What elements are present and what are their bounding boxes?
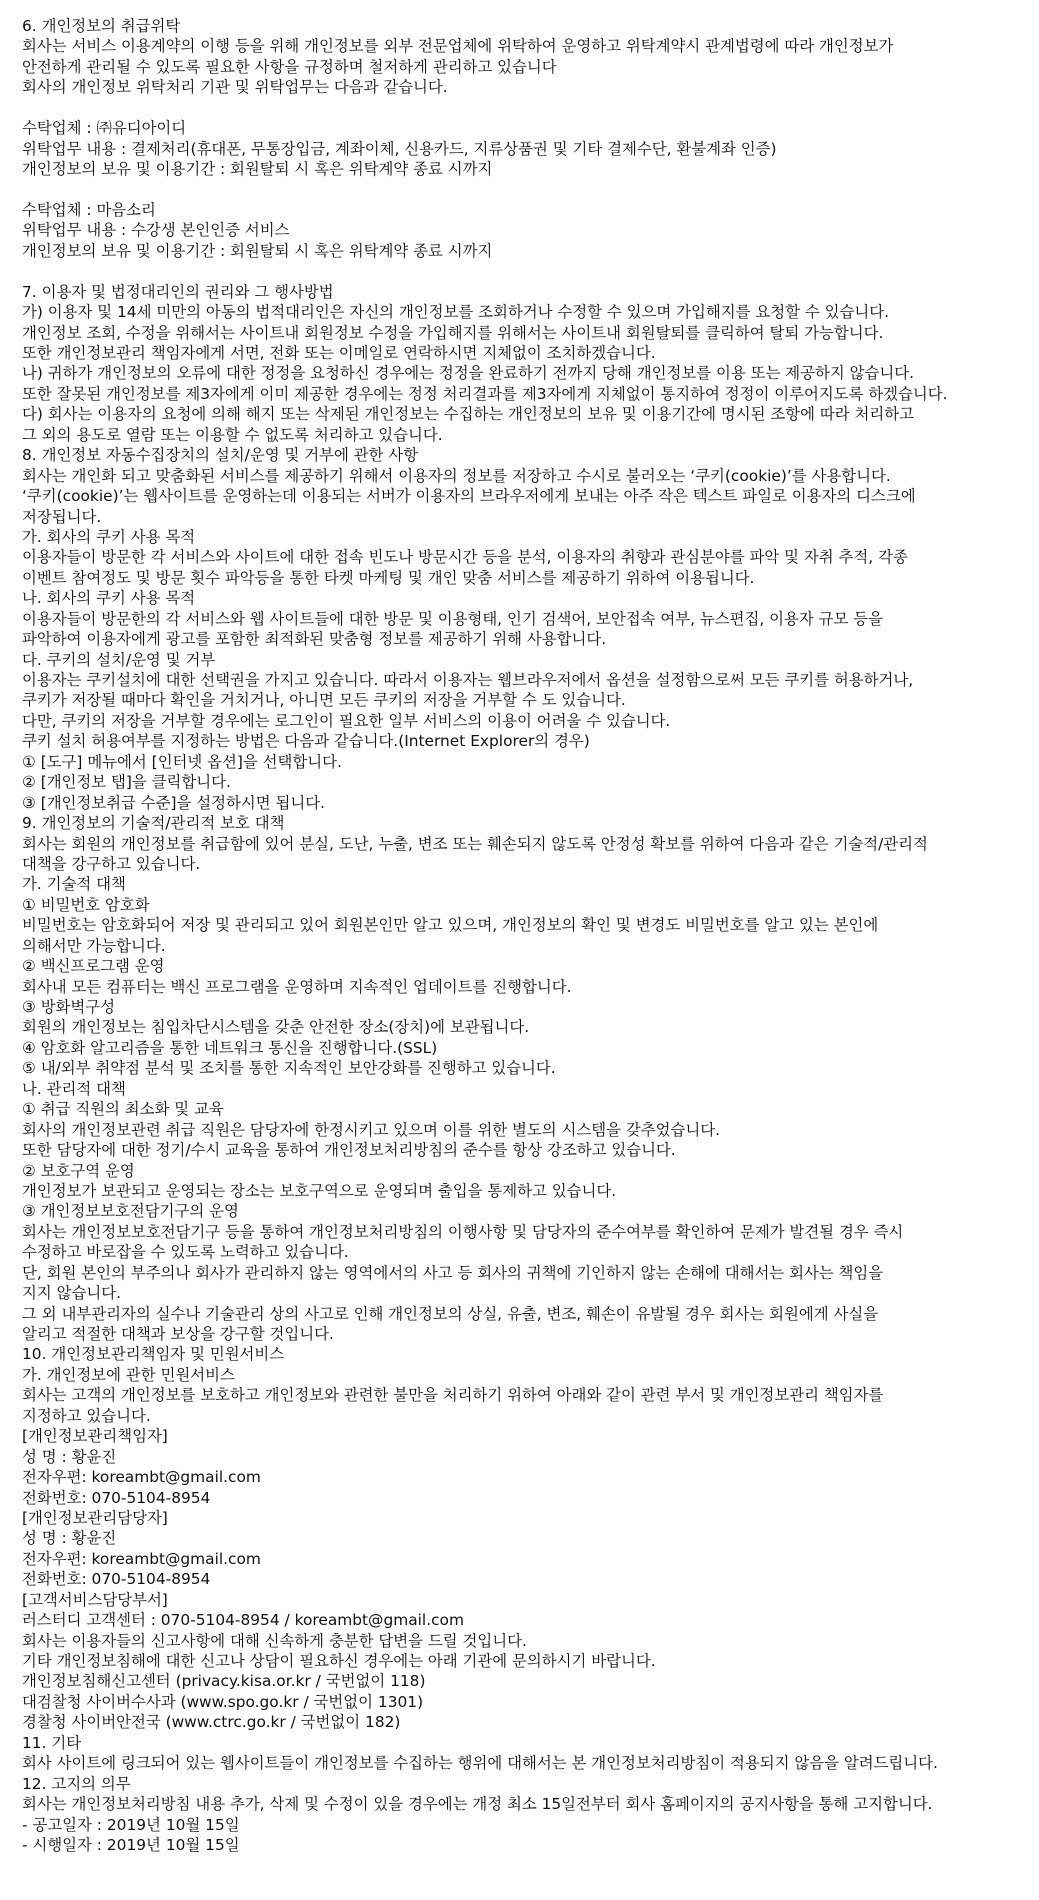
text-line: 6. 개인정보의 취급위탁 (22, 17, 181, 35)
text-line: 저장됩니다. (22, 507, 102, 526)
text-line: 개인정보가 보관되고 운영되는 장소는 보호구역으로 운영되며 출입을 통제하고 있습니다. (22, 1181, 617, 1200)
text-line: 11. 기타 (22, 1733, 82, 1752)
text-line: 그 외의 용도로 열람 또는 이용할 수 없도록 처리하고 있습니다. (22, 425, 443, 444)
text-line: [고객서비스담당부서] (22, 1590, 168, 1609)
text-line: 또한 잘못된 개인정보를 제3자에게 이미 제공한 경우에는 정정 처리결과를 제3자에게 지체없이 통지하여 정정이 이루어지도록 하겠습니다. (22, 384, 948, 403)
text-line: 러스터디 고객센터 : 070-5104-8954 / koreambt@gmail.com (22, 1611, 464, 1630)
text-line: [개인정보관리담당자] (22, 1508, 168, 1527)
text-line: 그 외 내부관리자의 실수나 기술관리 상의 사고로 인해 개인정보의 상실, 유출, 변조, 훼손이 유발될 경우 회사는 회원에게 사실을 (22, 1304, 879, 1323)
text-line: 다) 회사는 이용자의 요청에 의해 해지 또는 삭제된 개인정보는 수집하는 개인정보의 보유 및 이용기간에 명시된 조항에 따라 처리하고 (22, 405, 915, 424)
text-line: ② 백신프로그램 운영 (22, 957, 165, 976)
text-line: 다만, 쿠키의 저장을 거부할 경우에는 로그인이 필요한 일부 서비스의 이용이 어려울 수 있습니다. (22, 711, 671, 730)
text-line: 나. 회사의 쿠키 사용 목적 (22, 589, 196, 608)
text-line: 개인정보의 보유 및 이용기간 : 회원탈퇴 시 혹은 위탁계약 종료 시까지 (22, 241, 493, 260)
text-line: 회사의 개인정보관련 취급 직원은 담당자에 한정시키고 있으며 이를 위한 별도의 시스템을 갖추었습니다. (22, 1120, 721, 1139)
privacy-policy-document (22, 16, 1027, 1855)
text-line: 지정하고 있습니다. (22, 1406, 151, 1425)
text-line: 나) 귀하가 개인정보의 오류에 대한 정정을 요청하신 경우에는 정정을 완료하기 전까지 당해 개인정보를 이용 또는 제공하지 않습니다. (22, 364, 915, 383)
text-line: 단, 회원 본인의 부주의나 회사가 관리하지 않는 영역에서의 사고 등 회사의 귀책에 기인하지 않는 손해에 대해서는 회사는 책임을 (22, 1263, 884, 1282)
text-line: 회원의 개인정보는 침입차단시스템을 갖춘 안전한 장소(장치)에 보관됩니다. (22, 1018, 530, 1037)
text-line: 7. 이용자 및 법정대리인의 권리와 그 행사방법 (22, 282, 334, 301)
text-line: 나. 관리적 대책 (22, 1079, 126, 1098)
text-line: 회사는 개인화 되고 맞춤화된 서비스를 제공하기 위해서 이용자의 정보를 저장하고 수시로 불러오는 ‘쿠키(cookie)’를 사용합니다. (22, 466, 891, 485)
text-line: 경찰청 사이버안전국 (www.ctrc.go.kr / 국번없이 182) (22, 1713, 401, 1732)
text-line: 위탁업무 내용 : 결제처리(휴대폰, 무통장입금, 계좌이체, 신용카드, 지류상품권 및 기타 결제수단, 환불계좌 인증) (22, 139, 777, 158)
text-line: 회사는 고객의 개인정보를 보호하고 개인정보와 관련한 불만을 처리하기 위하여 아래와 같이 관련 부서 및 개인정보관리 책임자를 (22, 1386, 884, 1405)
text-line: 회사 사이트에 링크되어 있는 웹사이트들이 개인정보를 수집하는 행위에 대해서는 본 개인정보처리방침이 적용되지 않음을 알려드립니다. (22, 1754, 938, 1773)
text-line: ② [개인정보 탭]을 클릭합니다. (22, 773, 231, 792)
text-line: 성 명 : 황윤진 (22, 1529, 117, 1548)
text-line: 쿠키 설치 허용여부를 지정하는 방법은 다음과 같습니다.(Internet Explorer의 경우) (22, 732, 590, 751)
text-line: 알리고 적절한 대책과 보상을 강구할 것입니다. (22, 1325, 334, 1343)
text-line: 회사의 개인정보 위탁처리 기관 및 위탁업무는 다음과 같습니다. (22, 78, 448, 97)
text-line: ① [도구] 메뉴에서 [인터넷 옵션]을 선택합니다. (22, 752, 342, 771)
text-line: 8. 개인정보 자동수집장치의 설치/운영 및 거부에 관한 사항 (22, 446, 419, 465)
text-line: 기타 개인정보침해에 대한 신고나 상담이 필요하신 경우에는 아래 기관에 문의하시기 바랍니다. (22, 1652, 656, 1670)
text-line: 대검찰청 사이버수사과 (www.spo.go.kr / 국번없이 1301) (22, 1692, 424, 1711)
text-line: 수탁업체 : ㈜유디아이디 (22, 119, 187, 138)
text-line: 안전하게 관리될 수 있도록 필요한 사항을 규정하며 철저하게 관리하고 있습니다 (22, 57, 557, 76)
text-line: 수탁업체 : 마음소리 (22, 200, 156, 219)
text-line: ③ 방화벽구성 (22, 998, 116, 1016)
text-line: 가. 기술적 대책 (22, 875, 126, 894)
text-line: ③ [개인정보취급 수준]을 설정하시면 됩니다. (22, 793, 326, 812)
text-line: 지지 않습니다. (22, 1284, 121, 1303)
text-line: 전자우편: koreambt@gmail.com (22, 1468, 261, 1487)
text-line: 개인정보의 보유 및 이용기간 : 회원탈퇴 시 혹은 위탁계약 종료 시까지 (22, 160, 493, 179)
text-line: ① 취급 직원의 최소화 및 교육 (22, 1100, 224, 1119)
text-line: 9. 개인정보의 기술적/관리적 보호 대책 (22, 814, 285, 833)
text-line: 회사는 서비스 이용계약의 이행 등을 위해 개인정보를 외부 전문업체에 위탁하여 운영하고 위탁계약시 관계법령에 따라 개인정보가 (22, 37, 894, 56)
text-line: ② 보호구역 운영 (22, 1161, 135, 1180)
text-line: 이용자들이 방문한 각 서비스와 사이트에 대한 접속 빈도나 방문시간 등을 분석, 이용자의 취향과 관심분야를 파악 및 자취 추적, 각종 (22, 548, 908, 567)
text-line: 비밀번호는 암호화되어 저장 및 관리되고 있어 회원본인만 알고 있으며, 개인정보의 확인 및 변경도 비밀번호를 알고 있는 본인에 (22, 916, 879, 935)
blank-line (22, 180, 1027, 200)
text-line: 회사는 회원의 개인정보를 취급함에 있어 분실, 도난, 누출, 변조 또는 훼손되지 않도록 안정성 확보를 위하여 다음과 같은 기술적/관리적 (22, 834, 928, 853)
text-line: - 시행일자 : 2019년 10월 15일 (22, 1835, 240, 1854)
text-line: 파악하여 이용자에게 광고를 포함한 최적화된 맞춤형 정보를 제공하기 위해 사용합니다. (22, 630, 607, 649)
text-line: 가. 개인정보에 관한 민원서비스 (22, 1365, 235, 1384)
text-line: 대책을 강구하고 있습니다. (22, 854, 201, 873)
text-line: 전자우편: koreambt@gmail.com (22, 1549, 261, 1568)
text-line: 개인정보 조회, 수정을 위해서는 사이트내 회원정보 수정을 가입해지를 위해서는 사이트내 회원탈퇴를 클릭하여 탈퇴 가능합니다. (22, 323, 884, 342)
text-line: 회사내 모든 컴퓨터는 백신 프로그램을 운영하며 지속적인 업데이트를 진행합니다. (22, 977, 572, 996)
text-line: 가) 이용자 및 14세 미만의 아동의 법적대리인은 자신의 개인정보를 조회하거나 수정할 수 있으며 가입해지를 요청할 수 있습니다. (22, 303, 889, 322)
text-line: 전화번호: 070-5104-8954 (22, 1488, 211, 1507)
text-line: 10. 개인정보관리책임자 및 민원서비스 (22, 1345, 285, 1364)
text-line: 의해서만 가능합니다. (22, 936, 166, 955)
text-line: - 공고일자 : 2019년 10월 15일 (22, 1815, 240, 1834)
text-line: 위탁업무 내용 : 수강생 본인인증 서비스 (22, 221, 290, 240)
text-line: 또한 개인정보관리 책임자에게 서면, 전화 또는 이메일로 연락하시면 지체없이 조치하겠습니다. (22, 344, 656, 362)
text-line: 쿠키가 저장될 때마다 확인을 거치거나, 아니면 모든 쿠키의 저장을 거부할 수 도 있습니다. (22, 691, 626, 710)
text-line: 다. 쿠키의 설치/운영 및 거부 (22, 650, 216, 669)
text-line: 회사는 개인정보처리방침 내용 추가, 삭제 및 수정이 있을 경우에는 개정 최소 15일전부터 회사 홈페이지의 공지사항을 통해 고지합니다. (22, 1795, 933, 1814)
text-line: 개인정보침해신고센터 (privacy.kisa.or.kr / 국번없이 118) (22, 1672, 426, 1691)
text-line: 또한 담당자에 대한 정기/수시 교육을 통하여 개인정보처리방침의 준수를 항상 강조하고 있습니다. (22, 1141, 676, 1160)
text-line: ④ 암호화 알고리즘을 통한 네트워크 통신을 진행합니다.(SSL) (22, 1038, 438, 1057)
text-line: ⑤ 내/외부 취약점 분석 및 조치를 통한 지속적인 보안강화를 진행하고 있습니다. (22, 1059, 556, 1078)
text-line: 회사는 이용자들의 신고사항에 대해 신속하게 충분한 답변을 드릴 것입니다. (22, 1631, 527, 1650)
text-line: 성 명 : 황윤진 (22, 1447, 117, 1466)
text-line: [개인정보관리책임자] (22, 1427, 168, 1446)
text-line: 수정하고 바로잡을 수 있도록 노력하고 있습니다. (22, 1243, 349, 1262)
text-line: 이용자는 쿠키설치에 대한 선택권을 가지고 있습니다. 따라서 이용자는 웹브라우저에서 옵션을 설정함으로써 모든 쿠키를 허용하거나, (22, 671, 914, 689)
text-line: 12. 고지의 의무 (22, 1774, 131, 1793)
text-line: ‘쿠키(cookie)’는 웹사이트를 운영하는데 이용되는 서버가 이용자의 브라우저에게 보내는 아주 작은 텍스트 파일로 이용자의 디스크에 (22, 487, 916, 506)
text-line: 이용자들이 방문한의 각 서비스와 웹 사이트들에 대한 방문 및 이용형태, 인기 검색어, 보안접속 여부, 뉴스편집, 이용자 규모 등을 (22, 609, 883, 628)
blank-line (22, 261, 1027, 281)
text-line: 전화번호: 070-5104-8954 (22, 1570, 211, 1589)
text-line: 회사는 개인정보보호전담기구 등을 통하여 개인정보처리방침의 이행사항 및 담당자의 준수여부를 확인하여 문제가 발견될 경우 즉시 (22, 1222, 904, 1241)
text-line: ③ 개인정보보호전담기구의 운영 (22, 1202, 239, 1221)
text-line: 이벤트 참여정도 및 방문 횟수 파악등을 통한 타켓 마케팅 및 개인 맞춤 서비스를 제공하기 위하여 이용됩니다. (22, 568, 755, 587)
text-line: 가. 회사의 쿠키 사용 목적 (22, 527, 196, 546)
text-line: ① 비밀번호 암호화 (22, 895, 150, 914)
blank-line (22, 98, 1027, 118)
